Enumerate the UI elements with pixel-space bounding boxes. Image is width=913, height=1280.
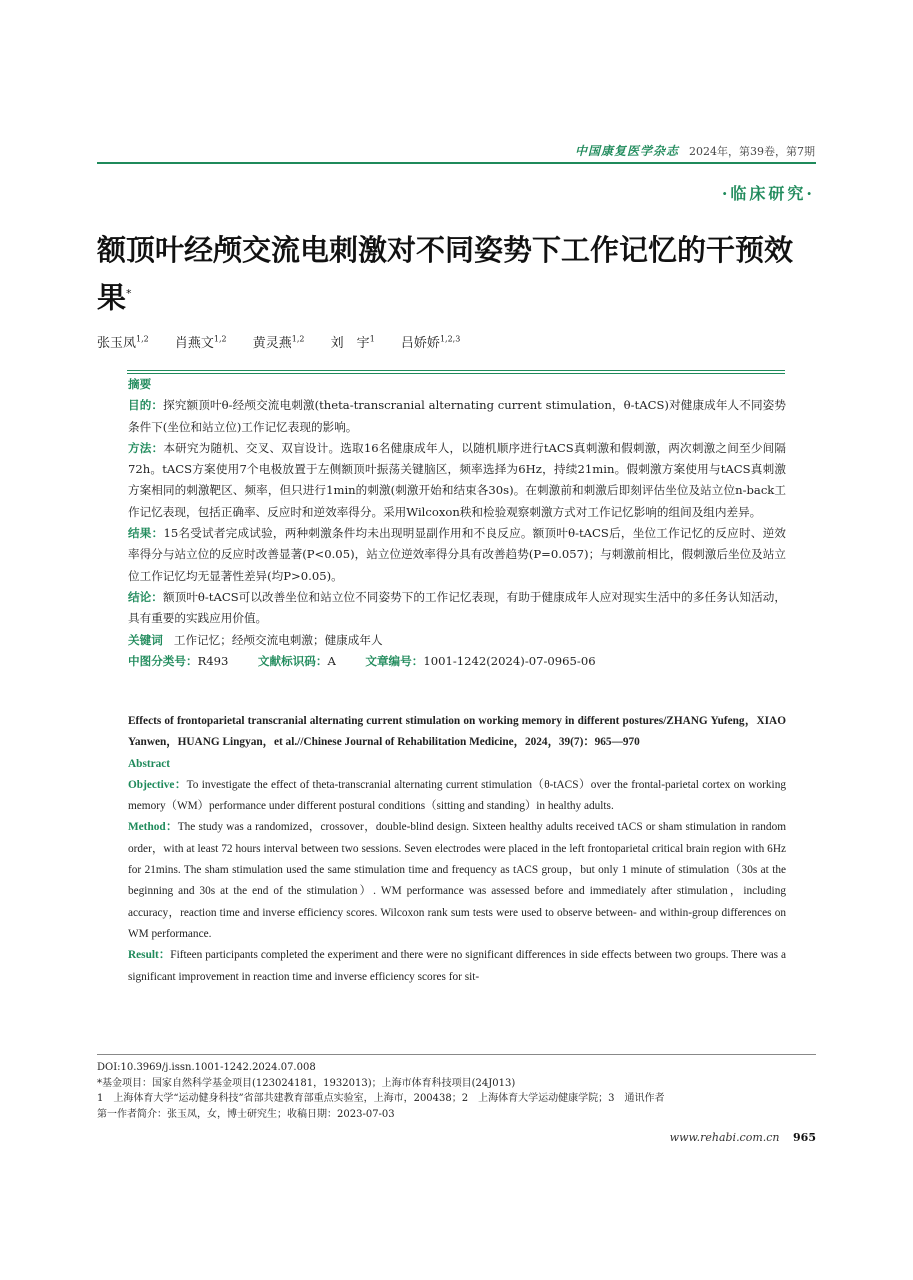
abstract-objective: 目的：探究额顶叶θ-经颅交流电刺激(theta-transcranial alternating current stimulation，θ-tACS)对健康成年人不同姿势条件下(坐位和站立位)工作记忆表现的影响。 (128, 398, 786, 434)
abstract-result: 结果：15名受试者完成试验，两种刺激条件均未出现明显副作用和不良反应。额顶叶θ-tACS后，坐位工作记忆的反应时、逆效率得分与站立位的反应时改善显著(P<0.05)，站立位逆效率得分具有改善趋势(P=0.057)；与刺激前相比，假刺激后坐位及站立位工作记忆均无显著性差异(均P>0.05)。 (128, 526, 786, 583)
author: 刘 宇$^1$ (330, 334, 375, 351)
abstract-method: 方法：本研究为随机、交叉、双盲设计。选取16名健康成年人，以随机顺序进行tACS真刺激和假刺激，两次刺激之间至少间隔72h。tACS方案使用7个电极放置于左侧额顶叶振荡关键脑区，频率选择为6Hz，持续21min。假刺激方案使用与tACS真刺激方案相同的刺激靶区、频率，但只进行1min的刺激(刺激开始和结束各30s)。在刺激前和刺激后即刻评估坐位及站立位n-back工作记忆表现，包括正确率、反应时和逆效率得分。采用Wilcoxon秩和检验观察刺激方式对工作记忆影响的组间及组内差异。 (128, 440, 786, 519)
english-title: Effects of frontoparietal transcranial alternating current stimulation on working memory in different postures/ZHANG Yufeng，XIAO Yanwen，HUANG Lingyan，et al.//Chinese Journal of Rehabilitation Medicine，2024，39(7)：965—970 (128, 715, 786, 749)
title-text: 额顶叶经颅交流电刺激对不同姿势下工作记忆的干预效果 (97, 233, 794, 315)
doi: DOI:10.3969/j.issn.1001-1242.2024.07.008 (97, 1062, 316, 1073)
abstract-rule (127, 370, 785, 371)
author: 张玉凤$^{1,2}$ (97, 334, 149, 351)
page-footer (670, 1131, 816, 1144)
classification-row: 中图分类号：R493 文献标识码：A 文章编号：1001-1242(2024)-07-0965-06 (128, 653, 596, 668)
journal-url: www.rehabi.com.cn (669, 1131, 780, 1144)
abstract-heading: 摘要 (128, 377, 152, 391)
author: 肖燕文$^{1,2}$ (174, 334, 227, 351)
english-method: Method：The study was a randomized，crossover，double-blind design. Sixteen healthy adults received tACS or sham stimulation in random order，with at least 72 hours interval between two sessions. Seven electrodes were placed in the left frontoparietal critical brain region with 6Hz for 21mins. The sham stimulation used the same stimulation time and frequency as tACS group，but only 1 minute of stimulation（30s at the beginning and 30s at the end of the stimulation）. WM performance was assessed before and immediately after stimulation，including accuracy，reaction time and inverse efficiency scores. Wilcoxon rank sum tests were used to observe between- and within-group differences on WM performance. (128, 821, 787, 940)
affiliations: 1 上海体育大学“运动健身科技”省部共建教育部重点实验室，上海市，200438；2 上海体育大学运动健康学院；3 通讯作者 (97, 1093, 665, 1104)
chinese-abstract (128, 374, 786, 672)
author: 黄灵燕$^{1,2}$ (252, 334, 305, 351)
journal-name: 中国康复医学杂志 (574, 144, 679, 158)
footnotes (97, 1060, 816, 1122)
english-objective: Objective：To investigate the effect of theta-transcranial alternating current stimulation（θ-tACS）over the frontal-parietal cortex on working memory（WM）performance under different postural conditions（sitting and standing）in healthy adults. (128, 778, 786, 813)
running-header (0, 142, 815, 160)
english-abstract-heading: Abstract (128, 757, 171, 770)
article-title (97, 228, 797, 320)
first-author-note: 第一作者简介：张玉凤，女，博士研究生；收稿日期：2023-07-03 (97, 1108, 395, 1120)
title-footnote-mark: * (126, 287, 132, 300)
journal-issue: 2024年，第39卷，第7期 (689, 145, 815, 158)
footnote-rule (97, 1054, 816, 1055)
keywords: 关键词 工作记忆；经颅交流电刺激；健康成年人 (128, 632, 383, 647)
english-result: Result：Fifteen participants completed the experiment and there were no significant differences in side effects between two groups. There was a significant improvement in reaction time and inverse efficiency scores for sit- (128, 949, 786, 983)
author-list (97, 332, 482, 351)
page-number: 965 (793, 1131, 816, 1144)
header-rule (97, 162, 816, 164)
author: 吕娇娇$^{1,2,3}$ (400, 334, 461, 351)
abstract-conclusion: 结论：额顶叶θ-tACS可以改善坐位和站立位不同姿势下的工作记忆表现，有助于健康成年人应对现实生活中的多任务认知活动，具有重要的实践应用价值。 (128, 589, 786, 626)
english-abstract (128, 711, 786, 988)
fund-note: *基金项目：国家自然科学基金项目(123024181，1932013)；上海市体育科技项目(24J013) (97, 1077, 516, 1089)
section-label: ·临床研究· (721, 184, 815, 203)
